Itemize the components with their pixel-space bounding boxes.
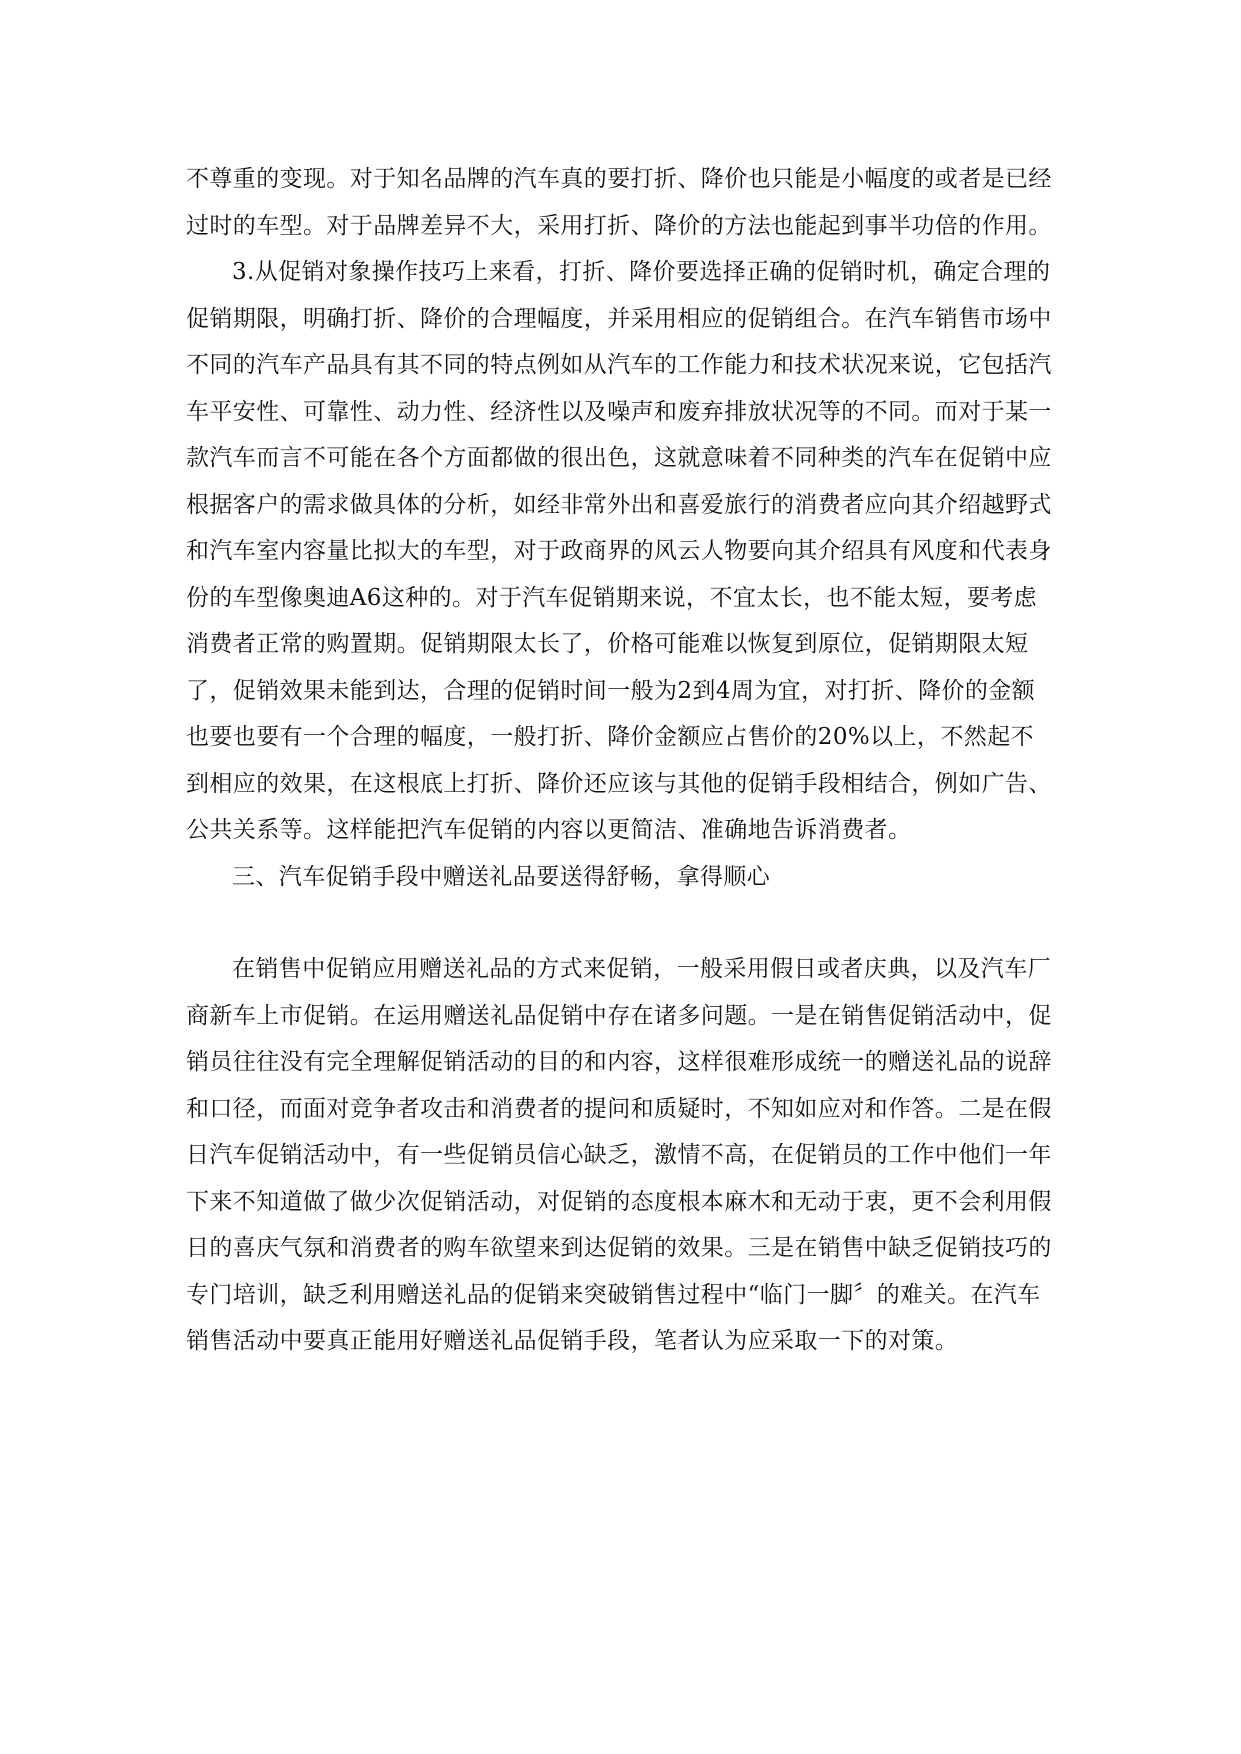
paragraph-continuation: 不尊重的变现。对于知名品牌的汽车真的要打折、降价也只能是小幅度的或者是已经过时的车型。对于品牌差异不大，采用打折、降价的方法也能起到事半功倍的作用。 bbox=[186, 166, 1052, 239]
section-heading: 三、汽车促销手段中赠送礼品要送得舒畅，拿得顺心 bbox=[232, 863, 771, 890]
section-spacer bbox=[186, 900, 1052, 946]
paragraph-gifts: 在销售中促销应用赠送礼品的方式来促销，一般采用假日或者庆典，以及汽车厂商新车上市促销。在运用赠送礼品促销中存在诸多问题。一是在销售促销活动中，促销员往往没有完全理解促销活动的目的和内容，这样很难形成统一的赠送礼品的说辞和口径，而面对竞争者攻击和消费者的提问和质疑时，不知如应对和作答。二是在假日汽车促销活动中，有一些促销员信心缺乏，激情不高，在促销员的工作中他们一年下来不知道做了做少次促销活动，对促销的态度根本麻木和无动于衷，更不会利用假日的喜庆气氛和消费者的购车欲望来到达促销的效果。三是在销售中缺乏促销技巧的专门培训，缺乏利用赠送礼品的促销来突破销售过程中“临门一脚〞的难关。在汽车销售活动中要真正能用好赠送礼品促销手段，笔者认为应采取一下的对策。 bbox=[186, 956, 1052, 1354]
paragraph-point-3: 3.从促销对象操作技巧上来看，打折、降价要选择正确的促销时机，确定合理的促销期限，明确打折、降价的合理幅度，并采用相应的促销组合。在汽车销售市场中不同的汽车产品具有其不同的特点例如从汽车的工作能力和技术状况来说，它包括汽车平安性、可靠性、动力性、经济性以及噪声和废弃排放状况等的不同。而对于某一款汽车而言不可能在各个方面都做的很出色，这就意味着不同种类的汽车在促销中应根据客户的需求做具体的分析，如经非常外出和喜爱旅行的消费者应向其介绍越野式和汽车室内容量比拟大的车型，对于政商界的风云人物要向其介绍具有风度和代表身份的车型像奥迪A6这种的。对于汽车促销期来说，不宜太长，也不能太短，要考虑消费者正常的购置期。促销期限太长了，价格可能难以恢复到原位，促销期限太短了，促销效果未能到达，合理的促销时间一般为2到4周为宜，对打折、降价的金额也要也要有一个合理的幅度，一般打折、降价金额应占售价的20%以上，不然起不到相应的效果，在这根底上打折、降价还应该与其他的促销手段相结合，例如广告、公共关系等。这样能把汽车促销的内容以更简洁、准确地告诉消费者。 bbox=[186, 259, 1052, 843]
document-body bbox=[186, 156, 1052, 1365]
